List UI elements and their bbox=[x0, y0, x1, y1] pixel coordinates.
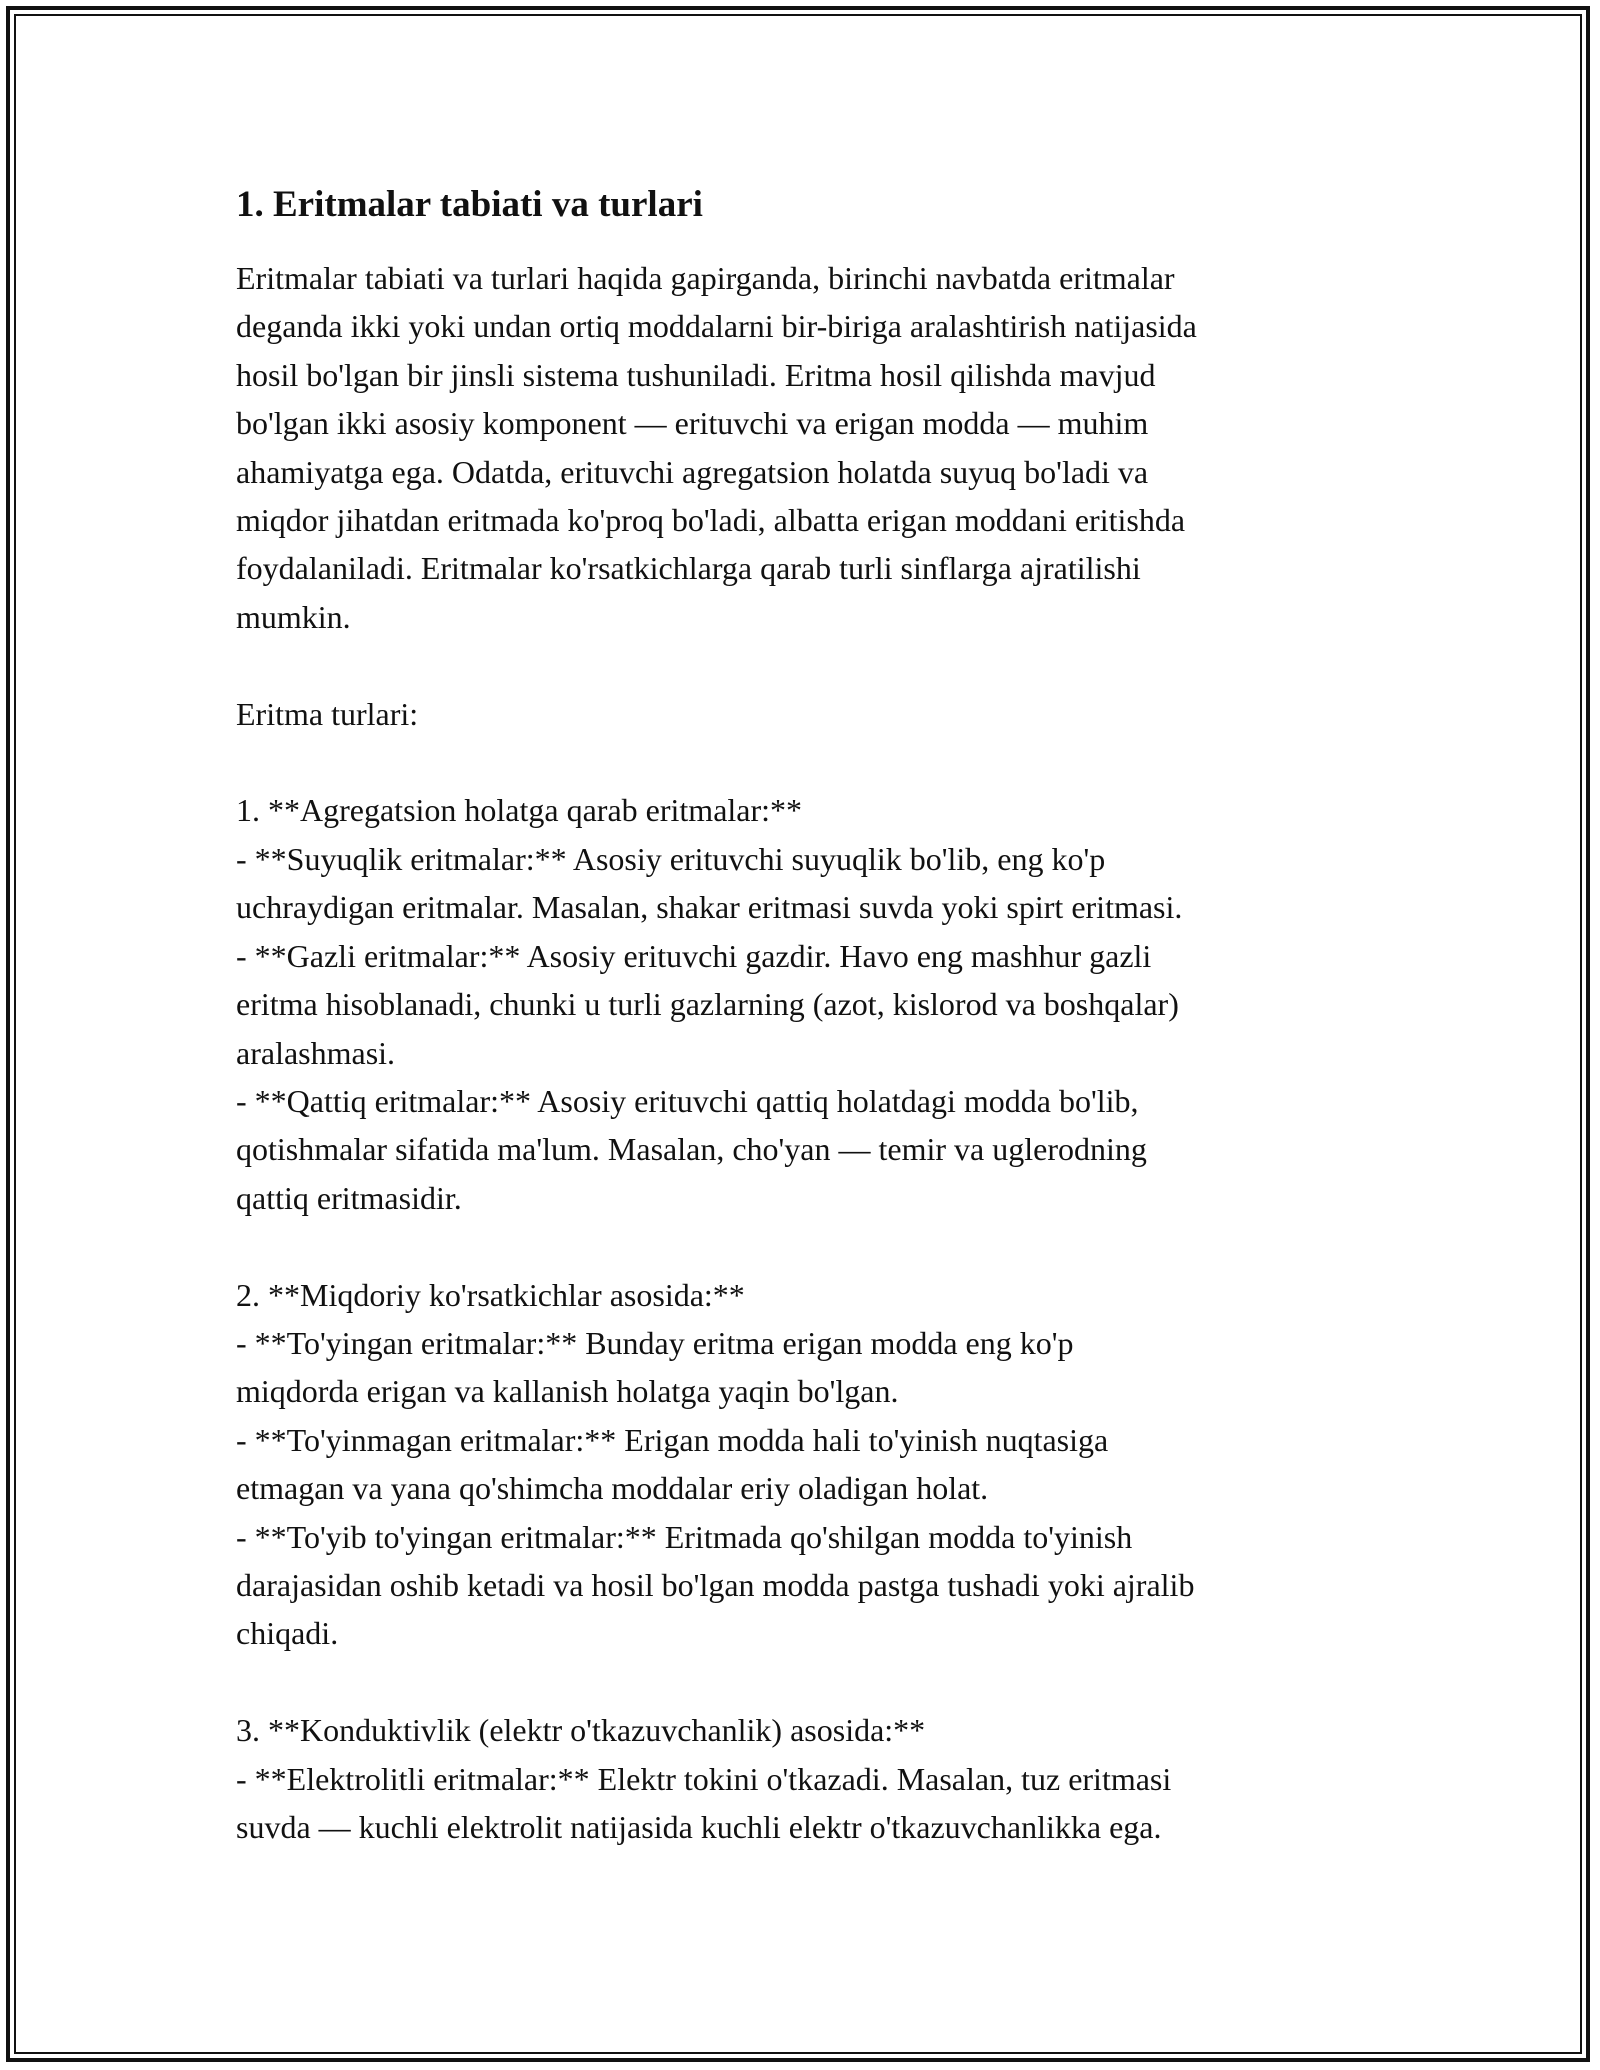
paragraph-spacer bbox=[236, 738, 1356, 786]
types-label: Eritma turlari: bbox=[236, 695, 419, 732]
list-section-conductivity: 3. **Konduktivlik (elektr o'tkazuvchanlik) asosida:** - **Elektrolitli eritmalar:** Elektr tokini o'tkazadi. Masalan, tuz eritmasi suvda — kuchli elektrolit natijasida kuchli elektr o'tkazuvchanlikka ega. bbox=[236, 1712, 1172, 1845]
intro-paragraph: Eritmalar tabiati va turlari haqida gapirganda, birinchi navbatda eritmalar deganda ikki yoki undan ortiq moddalarni bir-biriga aralashtirish natijasida hosil bo'lgan bir jinsli sistema tushuniladi. Eritma hosil qilishda mavjud bo'lgan ikki asosiy komponent — erituvchi va erigan modda — muhim ahamiyatga ega. Odatda, erituvchi agregatsion holatda suyuq bo'ladi va miqdor jihatdan eritmada ko'proq bo'ladi, albatta erigan moddani eritishda foydalaniladi. Eritmalar ko'rsatkichlarga qarab turli sinflarga ajratilishi mumkin. bbox=[236, 260, 1197, 635]
section-heading: 1. Eritmalar tabiati va turlari bbox=[236, 184, 703, 225]
paragraph-spacer bbox=[236, 1222, 1356, 1270]
paragraph-spacer bbox=[236, 1658, 1356, 1706]
list-section-quantitative: 2. **Miqdoriy ko'rsatkichlar asosida:** - **To'yingan eritmalar:** Bunday eritma erigan modda eng ko'p miqdorda erigan va kallanish holatga yaqin bo'lgan. - **To'yinmagan eritmalar:** Erigan modda hali to'yinish nuqtasiga etmagan va yana qo'shimcha moddalar eriy oladigan holat. - **To'yib to'yingan eritmalar:** Eritmada qo'shilgan modda to'yinish darajasidan oshib ketadi va hosil bo'lgan modda pastga tushadi yoki ajralib chiqadi. bbox=[236, 1276, 1195, 1652]
list-section-aggregate: 1. **Agregatsion holatga qarab eritmalar:** - **Suyuqlik eritmalar:** Asosiy erituvchi suyuqlik bo'lib, eng ko'p uchraydigan eritmalar. Masalan, shakar eritmasi suvda yoki spirt eritmasi. - **Gazli eritmalar:** Asosiy erituvchi gazdir. Havo eng mashhur gazli eritma hisoblanadi, chunki u turli gazlarning (azot, kislorod va boshqalar) aralashmasi. - **Qattiq eritmalar:** Asosiy erituvchi qattiq holatdagi modda bo'lib, qotishmalar sifatida ma'lum. Masalan, cho'yan — temir va uglerodning qattiq eritmasidir. bbox=[236, 792, 1183, 1216]
paragraph-spacer bbox=[236, 641, 1356, 689]
document-body bbox=[236, 182, 1356, 1851]
